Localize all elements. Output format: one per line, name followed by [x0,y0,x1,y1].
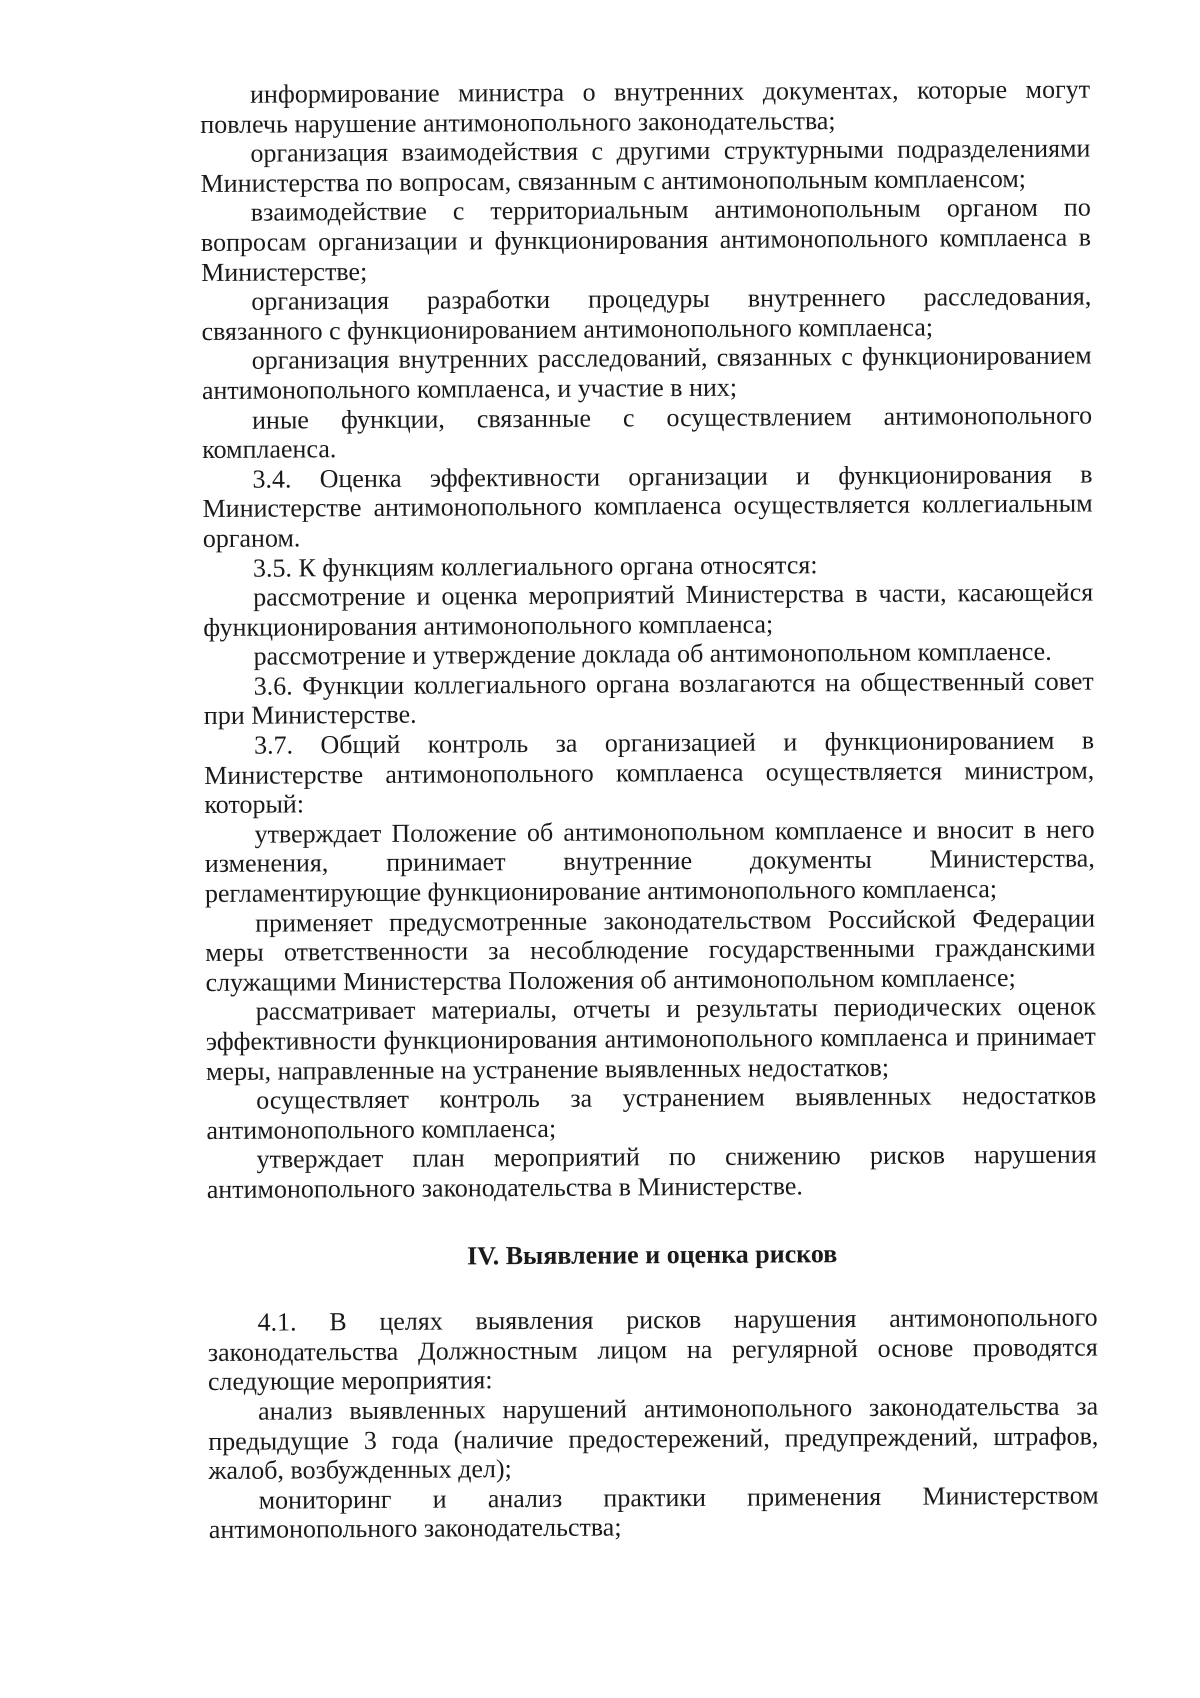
paragraph-controls-elimination: осуществляет контроль за устранением выявленных недостатков антимонопольного комплаенса; [206,1080,1097,1145]
paragraph-investigation-procedure: организация разработки процедуры внутреннего расследования, связанного с функционированием антимонопольного комплаенса; [201,281,1092,346]
paragraph-other-functions: иные функции, связанные с осуществлением антимонопольного комплаенса. [202,400,1093,465]
paragraph-approves-plan: утверждает план мероприятий по снижению рисков нарушения антимонопольного законодательства в Министерстве. [206,1139,1097,1204]
paragraph-interaction-units: организация взаимодействия с другими структурными подразделениями Министерства по вопросам, связанным с антимонопольным комплаенсом; [200,133,1091,198]
paragraph-inform-minister: информирование министра о внутренних документах, которые могут повлечь нарушение антимонопольного законодательства; [200,74,1091,139]
paragraph-3-4: 3.4. Оценка эффективности организации и функционирования в Министерстве антимонопольного комплаенса осуществляется коллегиальным органом. [202,459,1093,553]
paragraph-reviews-materials: рассматривает материалы, отчеты и результаты периодических оценок эффективности функционирования антимонопольного комплаенса и принимает меры, направленные на устранение выявленных недостатков; [205,991,1096,1086]
section-heading: IV. Выявление и оценка рисков [467,1238,838,1270]
paragraph-violations-analysis: анализ выявленных нарушений антимонопольного законодательства за предыдущие 3 года (наличие предостережений, предупреждений, штрафов, жалоб, возбужденных дел); [208,1391,1099,1486]
paragraph-3-5: 3.5. К функциям коллегиального органа относятся: [252,549,818,583]
paragraph-practice-monitoring: мониторинг и анализ практики применения Министерством антимонопольного законодательства; [208,1480,1099,1545]
paragraph-approves-regulation: утверждает Положение об антимонопольном комплаенсе и вносит в него изменения, принимает внутренние документы Министерства, регламентирующие функционирование антимонопольного комплаенса; [204,814,1095,909]
paragraph-review-activities: рассмотрение и оценка мероприятий Министерства в части, касающейся функционирования антимонопольного комплаенса; [203,577,1094,642]
paragraph-territorial-body: взаимодействие с территориальным антимонопольным органом по вопросам организации и функционирования антимонопольного комплаенса в Министерстве; [200,192,1092,287]
paragraph-approve-report: рассмотрение и утверждение доклада об антимонопольном комплаенсе. [253,637,1052,671]
paragraph-3-6: 3.6. Функции коллегиального органа возлагаются на общественный совет при Министерстве. [203,666,1094,731]
paragraph-applies-measures: применяет предусмотренные законодательством Российской Федерации меры ответственности за несоблюдение государственными гражданскими служащими Министерства Положения об антимонопольном комплаенсе; [205,903,1096,997]
paragraph-3-7: 3.7. Общий контроль за организацией и функционированием в Министерстве антимонопольного комплаенса осуществляется министром, который: [204,725,1095,820]
paragraph-internal-investigations: организация внутренних расследований, связанных с функционированием антимонопольного комплаенса, и участие в них; [201,340,1092,405]
document-page [200,75,1099,1545]
paragraph-4-1: 4.1. В целях выявления рисков нарушения антимонопольного законодательства Должностным лицом на регулярной основе проводятся следующие мероприятия: [207,1302,1098,1397]
